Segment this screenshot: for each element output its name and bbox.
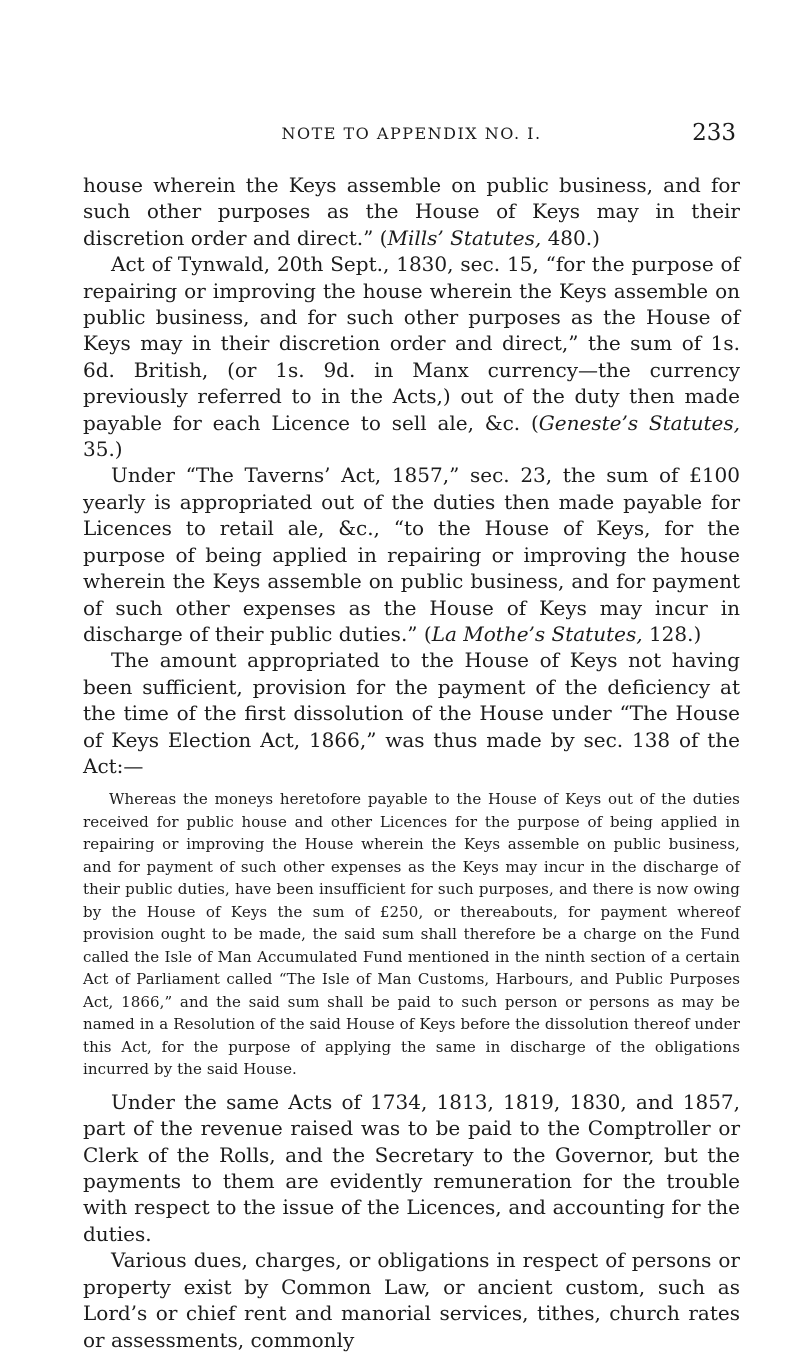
statute-citation: Mills’ Statutes,	[387, 225, 542, 250]
paragraph-act-of-tynwald-1830	[83, 251, 740, 462]
paragraph-text: 35.)	[83, 437, 123, 462]
paragraph-mills-statutes	[83, 172, 740, 251]
statute-citation: Geneste’s Statutes,	[538, 410, 740, 435]
paragraph-election-act-1866: The amount appropriated to the House of Keys not having been sufficient, provision for the payment of the deficiency at the time of the first dissolution of the House under “The House of Keys Election Act, 1866,” was thus made by sec. 138 of the Act:—	[83, 648, 740, 778]
block-quote-sec-138: Whereas the moneys heretofore payable to the House of Keys out of the duties received for public house and other Licences for the purpose of being applied in repairing or improving the House wherein the Keys assemble on public business, and for payment of such other expenses as the Keys may incur in the discharge of their public duties, have been insufficient for such purposes, and there is now owing by the House of Keys the sum of £250, or thereabouts, for payment whereof provision ought to be made, the said sum shall therefore be a charge on the Fund called the Isle of Man Accumulated Fund mentioned in the ninth section of a certain Act of Parliament called “The Isle of Man Customs, Harbours, and Public Purposes Act, 1866,” and the said sum shall be paid to such person or persons as may be named in a Resolution of the said House of Keys before the dissolution thereof under this Act, for the purpose of applying the same in discharge of the obligations incurred by the said House.	[83, 790, 740, 1079]
paragraph-text: 480.)	[541, 225, 600, 250]
statute-citation: La Mothe’s Statutes,	[431, 621, 643, 646]
paragraph-various-dues: Various dues, charges, or obligations in respect of persons or property exist by Common Law, or ancient custom, such as Lord’s or chief rent and manorial services, tithes, church rates or assessments, commonly	[83, 1248, 740, 1352]
running-head: NOTE TO APPENDIX NO. I.	[281, 124, 542, 143]
paragraph-text: Act of Tynwald, 20th Sept., 1830, sec. 15, “for the purpose of repairing or improving the house wherein the Keys assemble on public business, and for such other purposes as the House of Keys may in their discretion order and direct,” the sum of 1s. 6d. British, (or 1s. 9d. in Manx currency—the currency previously referred to in the Acts,) out of the duty then made payable for each Licence to sell ale, &c. (	[83, 252, 740, 435]
paragraph-text: Under “The Taverns’ Act, 1857,” sec. 23, the sum of £100 yearly is appropriated out of the duties then made payable for Licences to retail ale, &c., “to the House of Keys, for the purpose of being applied in repairing or improving the house wherein the Keys assemble on public business, and for payment of such other expenses as the House of Keys may incur in discharge of their public duties.” (	[83, 463, 740, 646]
body-text	[83, 172, 740, 1353]
paragraph-comptroller-payments: Under the same Acts of 1734, 1813, 1819, 1830, and 1857, part of the revenue raised was to be paid to the Comptroller or Clerk of the Rolls, and the Secretary to the Governor, but the payments to them are evidently remuneration for the trouble with respect to the issue of the Licences, and accounting for the duties.	[83, 1089, 740, 1246]
paragraph-taverns-act-1857	[83, 462, 740, 647]
page-number: 233	[692, 120, 736, 146]
paragraph-text: 128.)	[642, 621, 702, 646]
page-header	[83, 120, 740, 150]
paragraph-text: house wherein the Keys assemble on public business, and for such other purposes as the House of Keys may in their discretion order and direct.” (	[83, 173, 740, 250]
